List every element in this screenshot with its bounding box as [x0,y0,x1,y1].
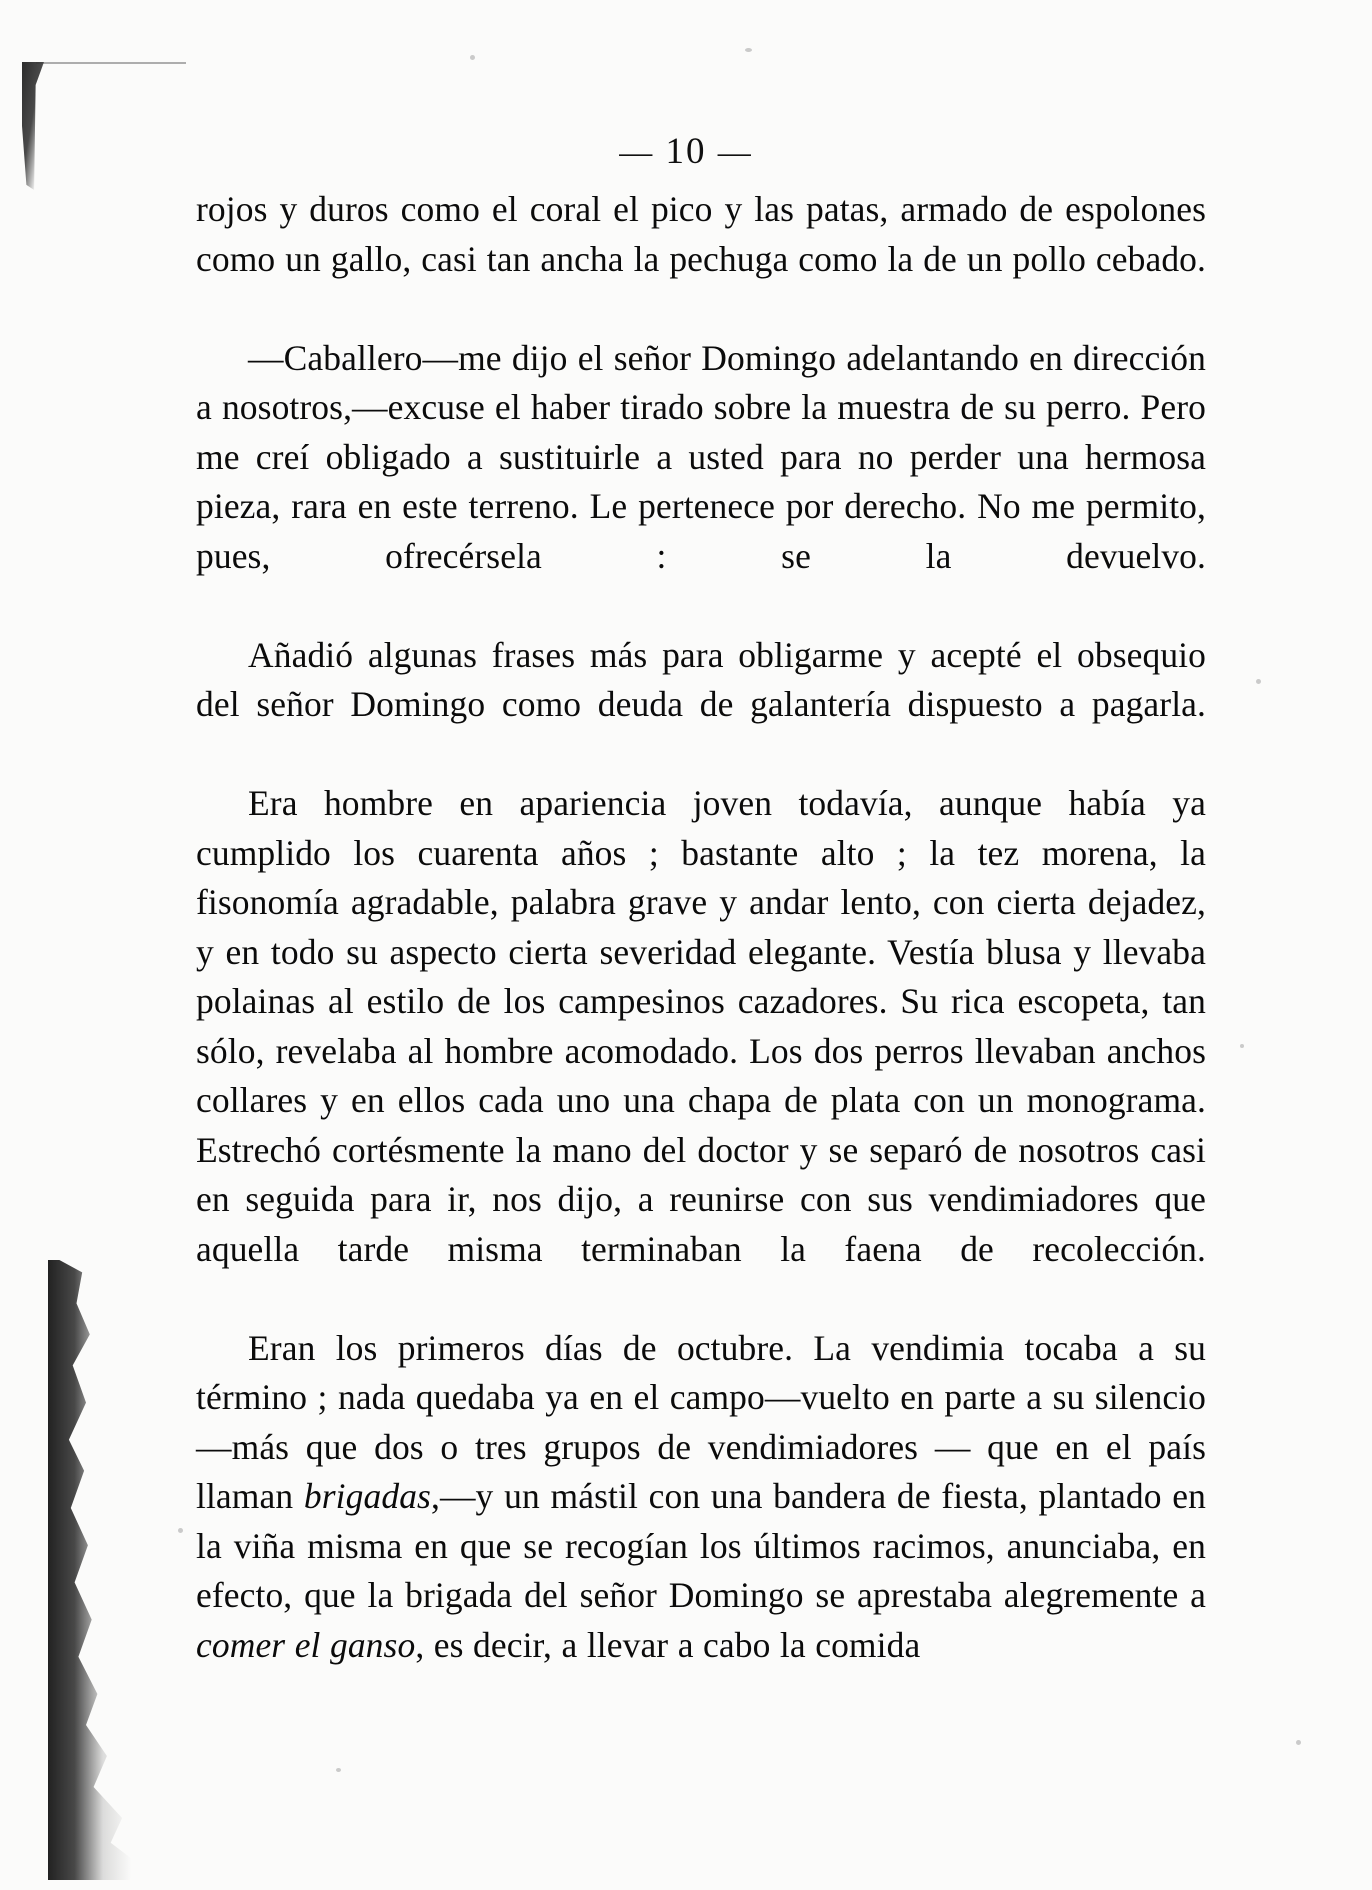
folio-dash-right: — [717,135,753,171]
page-folio [0,130,1372,173]
italic-phrase: brigadas [303,1476,431,1516]
folio-number: 10 [665,131,707,172]
paragraph-with-italics: Eran los primeros días de octubre. La vendimia tocaba a su término ; nada quedaba ya en el campo—vuelto en parte a su silencio—más que dos o tres grupos de vendimiadores — que en el país llaman brigadas,—y un mástil con una bandera de fiesta, plantado en la viña misma en que se recogían los últimos racimos, anunciaba, en efecto, que la brigada del señor Domingo se aprestaba alegremente a comer el ganso, es decir, a llevar a cabo la comida [196,1327,1206,1665]
paragraph: Era hombre en apariencia joven todavía, aunque había ya cumplido los cuarenta años ; bastante alto ; la tez morena, la fisonomía agradable, palabra grave y andar lento, con cierta dejadez, y en todo su aspecto cierta severidad elegante. Vestía blusa y llevaba polainas al estilo de los campesinos cazadores. Su rica escopeta, tan sólo, revelaba al hombre acomodado. Los dos perros llevaban anchos collares y en ellos cada uno una chapa de plata con un monograma. Estrechó cortésmente la mano del doctor y se separó de nosotros casi en seguida para ir, nos dijo, a reunirse con sus vendimiadores que aquella tarde misma terminaban la faena de recolección. [196,783,1206,1269]
paragraph: —Caballero—me dijo el señor Domingo adelantando en dirección a nosotros,—excuse el haber tirado sobre la muestra de su perro. Pero me creí obligado a sustituirle a usted para no perder una hermosa pieza, rara en este terreno. Le pertenece por derecho. No me permito, pues, ofrecérsela : se la devuelvo. [196,337,1206,576]
italic-phrase: comer el ganso [196,1624,416,1665]
paragraph: Añadió algunas frases más para obligarme y acepté el obsequio del señor Domingo como deuda de galantería dispuesto a pagarla. [196,634,1206,724]
body-text-block [196,185,1206,1670]
paragraph: rojos y duros como el coral el pico y las patas, armado de espolones como un gallo, casi tan ancha la pechuga como la de un pollo cebado. [196,189,1206,279]
folio-dash-left: — [619,135,655,171]
